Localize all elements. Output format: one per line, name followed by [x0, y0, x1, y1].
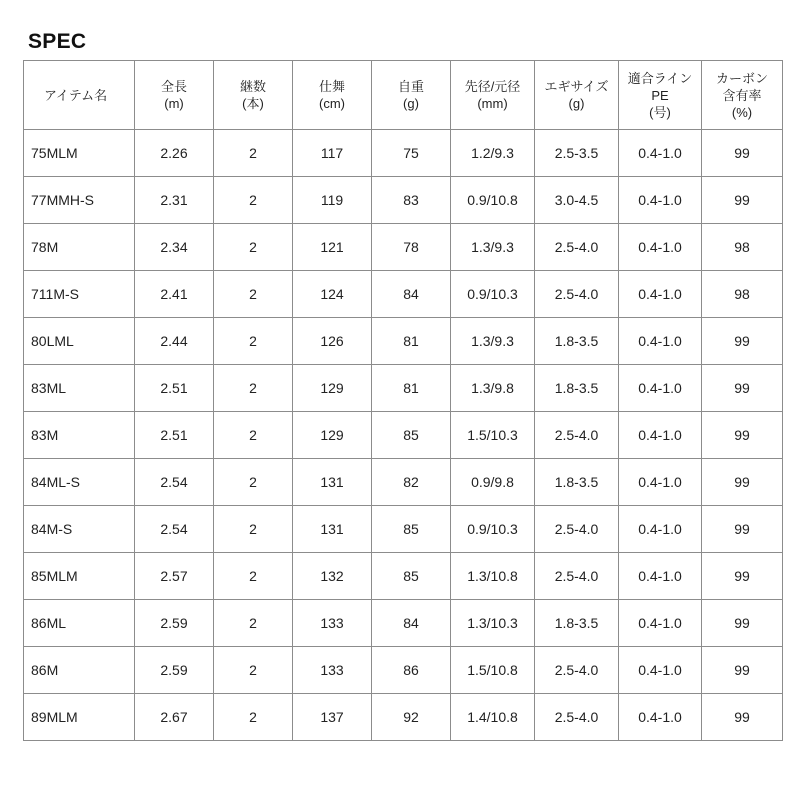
cell-length: 2.54	[135, 459, 214, 506]
cell-item-name: 84ML-S	[24, 459, 135, 506]
cell-carbon-content: 99	[702, 177, 783, 224]
cell-sections: 2	[214, 694, 293, 741]
cell-item-name: 83ML	[24, 365, 135, 412]
cell-tip-butt-diameter: 1.3/9.3	[451, 318, 535, 365]
cell-line-pe: 0.4-1.0	[619, 459, 702, 506]
cell-closed-length: 132	[293, 553, 372, 600]
cell-line-pe: 0.4-1.0	[619, 318, 702, 365]
column-header-egi-size: エギサイズ (g)	[535, 61, 619, 130]
cell-egi-size: 2.5-4.0	[535, 647, 619, 694]
cell-closed-length: 137	[293, 694, 372, 741]
cell-egi-size: 2.5-4.0	[535, 553, 619, 600]
cell-closed-length: 133	[293, 600, 372, 647]
cell-closed-length: 133	[293, 647, 372, 694]
cell-carbon-content: 99	[702, 647, 783, 694]
cell-line-pe: 0.4-1.0	[619, 600, 702, 647]
cell-carbon-content: 99	[702, 318, 783, 365]
cell-closed-length: 129	[293, 365, 372, 412]
cell-tip-butt-diameter: 1.3/9.8	[451, 365, 535, 412]
column-header-sections: 継数 (本)	[214, 61, 293, 130]
cell-tip-butt-diameter: 0.9/10.8	[451, 177, 535, 224]
cell-length: 2.41	[135, 271, 214, 318]
cell-closed-length: 131	[293, 459, 372, 506]
cell-weight: 82	[372, 459, 451, 506]
cell-length: 2.51	[135, 412, 214, 459]
cell-item-name: 711M-S	[24, 271, 135, 318]
table-row	[24, 600, 783, 647]
cell-carbon-content: 99	[702, 412, 783, 459]
cell-weight: 85	[372, 553, 451, 600]
cell-weight: 81	[372, 365, 451, 412]
cell-closed-length: 121	[293, 224, 372, 271]
cell-item-name: 86ML	[24, 600, 135, 647]
table-header-row	[24, 61, 783, 130]
table-row	[24, 647, 783, 694]
cell-closed-length: 117	[293, 130, 372, 177]
cell-egi-size: 3.0-4.5	[535, 177, 619, 224]
cell-closed-length: 126	[293, 318, 372, 365]
cell-tip-butt-diameter: 1.3/9.3	[451, 224, 535, 271]
cell-sections: 2	[214, 318, 293, 365]
cell-item-name: 78M	[24, 224, 135, 271]
table-row	[24, 271, 783, 318]
cell-line-pe: 0.4-1.0	[619, 130, 702, 177]
cell-line-pe: 0.4-1.0	[619, 647, 702, 694]
column-header-closed-length: 仕舞 (cm)	[293, 61, 372, 130]
cell-tip-butt-diameter: 1.3/10.3	[451, 600, 535, 647]
cell-weight: 75	[372, 130, 451, 177]
table-row	[24, 318, 783, 365]
cell-sections: 2	[214, 412, 293, 459]
cell-carbon-content: 99	[702, 130, 783, 177]
table-row	[24, 412, 783, 459]
cell-weight: 83	[372, 177, 451, 224]
cell-carbon-content: 98	[702, 224, 783, 271]
cell-carbon-content: 99	[702, 459, 783, 506]
cell-item-name: 83M	[24, 412, 135, 459]
cell-item-name: 75MLM	[24, 130, 135, 177]
table-row	[24, 177, 783, 224]
table-row	[24, 553, 783, 600]
cell-carbon-content: 99	[702, 553, 783, 600]
cell-tip-butt-diameter: 0.9/9.8	[451, 459, 535, 506]
cell-item-name: 89MLM	[24, 694, 135, 741]
column-header-length: 全長 (m)	[135, 61, 214, 130]
cell-sections: 2	[214, 506, 293, 553]
cell-tip-butt-diameter: 1.5/10.3	[451, 412, 535, 459]
cell-carbon-content: 98	[702, 271, 783, 318]
cell-item-name: 85MLM	[24, 553, 135, 600]
cell-length: 2.54	[135, 506, 214, 553]
cell-item-name: 77MMH-S	[24, 177, 135, 224]
cell-egi-size: 2.5-4.0	[535, 271, 619, 318]
spec-title: SPEC	[28, 30, 87, 53]
cell-line-pe: 0.4-1.0	[619, 365, 702, 412]
cell-length: 2.31	[135, 177, 214, 224]
cell-sections: 2	[214, 553, 293, 600]
cell-sections: 2	[214, 459, 293, 506]
cell-item-name: 80LML	[24, 318, 135, 365]
cell-length: 2.67	[135, 694, 214, 741]
cell-closed-length: 124	[293, 271, 372, 318]
cell-weight: 85	[372, 506, 451, 553]
cell-weight: 78	[372, 224, 451, 271]
table-row	[24, 130, 783, 177]
cell-line-pe: 0.4-1.0	[619, 412, 702, 459]
cell-length: 2.51	[135, 365, 214, 412]
cell-line-pe: 0.4-1.0	[619, 553, 702, 600]
cell-closed-length: 119	[293, 177, 372, 224]
cell-sections: 2	[214, 271, 293, 318]
cell-tip-butt-diameter: 1.5/10.8	[451, 647, 535, 694]
cell-tip-butt-diameter: 0.9/10.3	[451, 506, 535, 553]
cell-sections: 2	[214, 177, 293, 224]
cell-egi-size: 1.8-3.5	[535, 365, 619, 412]
cell-line-pe: 0.4-1.0	[619, 177, 702, 224]
cell-item-name: 84M-S	[24, 506, 135, 553]
cell-egi-size: 2.5-3.5	[535, 130, 619, 177]
cell-weight: 81	[372, 318, 451, 365]
cell-egi-size: 1.8-3.5	[535, 600, 619, 647]
cell-line-pe: 0.4-1.0	[619, 506, 702, 553]
cell-tip-butt-diameter: 1.2/9.3	[451, 130, 535, 177]
cell-weight: 92	[372, 694, 451, 741]
spec-table	[23, 60, 783, 741]
column-header-line-pe: 適合ライン PE (号)	[619, 61, 702, 130]
cell-length: 2.59	[135, 647, 214, 694]
table-row	[24, 365, 783, 412]
table-row	[24, 224, 783, 271]
cell-egi-size: 2.5-4.0	[535, 506, 619, 553]
cell-sections: 2	[214, 600, 293, 647]
cell-item-name: 86M	[24, 647, 135, 694]
cell-carbon-content: 99	[702, 365, 783, 412]
cell-egi-size: 2.5-4.0	[535, 412, 619, 459]
table-row	[24, 459, 783, 506]
cell-length: 2.26	[135, 130, 214, 177]
column-header-item-name: アイテム名	[24, 61, 135, 130]
column-header-tip-butt-diameter: 先径/元径 (mm)	[451, 61, 535, 130]
cell-sections: 2	[214, 647, 293, 694]
cell-sections: 2	[214, 365, 293, 412]
column-header-carbon-content: カーボン 含有率 (%)	[702, 61, 783, 130]
cell-length: 2.57	[135, 553, 214, 600]
cell-length: 2.44	[135, 318, 214, 365]
cell-tip-butt-diameter: 0.9/10.3	[451, 271, 535, 318]
cell-carbon-content: 99	[702, 694, 783, 741]
cell-tip-butt-diameter: 1.4/10.8	[451, 694, 535, 741]
table-body	[24, 130, 783, 741]
cell-closed-length: 129	[293, 412, 372, 459]
cell-line-pe: 0.4-1.0	[619, 694, 702, 741]
cell-weight: 84	[372, 271, 451, 318]
cell-sections: 2	[214, 130, 293, 177]
cell-length: 2.34	[135, 224, 214, 271]
cell-length: 2.59	[135, 600, 214, 647]
table-row	[24, 506, 783, 553]
column-header-weight: 自重 (g)	[372, 61, 451, 130]
cell-carbon-content: 99	[702, 600, 783, 647]
cell-closed-length: 131	[293, 506, 372, 553]
cell-line-pe: 0.4-1.0	[619, 271, 702, 318]
cell-sections: 2	[214, 224, 293, 271]
cell-carbon-content: 99	[702, 506, 783, 553]
cell-weight: 85	[372, 412, 451, 459]
cell-egi-size: 2.5-4.0	[535, 694, 619, 741]
cell-line-pe: 0.4-1.0	[619, 224, 702, 271]
cell-weight: 86	[372, 647, 451, 694]
cell-egi-size: 1.8-3.5	[535, 459, 619, 506]
table-row	[24, 694, 783, 741]
cell-tip-butt-diameter: 1.3/10.8	[451, 553, 535, 600]
cell-egi-size: 2.5-4.0	[535, 224, 619, 271]
cell-egi-size: 1.8-3.5	[535, 318, 619, 365]
cell-weight: 84	[372, 600, 451, 647]
